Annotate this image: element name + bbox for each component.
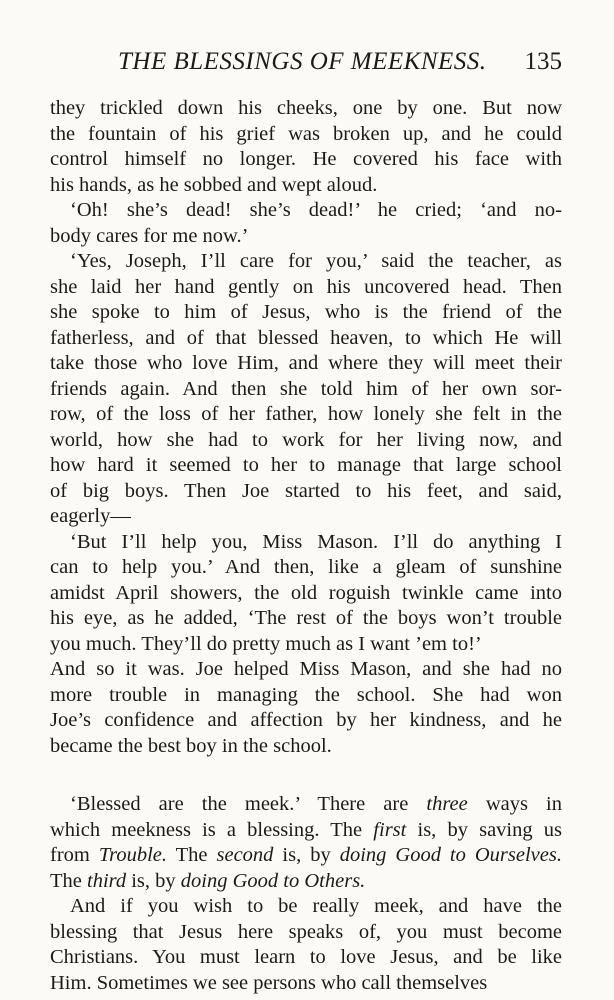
text-run: they trickled down his cheeks, one by one. But now <box>50 97 562 119</box>
text-line <box>50 683 562 709</box>
text-line <box>50 869 562 895</box>
text-line <box>50 581 562 607</box>
text-line <box>50 249 562 275</box>
text-line <box>50 843 562 869</box>
section-gap <box>50 759 562 792</box>
italic-text: three <box>426 793 468 815</box>
text-line <box>50 504 562 530</box>
text-run: Christians. You must learn to love Jesus, and be like <box>50 946 562 968</box>
text-line <box>50 945 562 971</box>
text-run: became the best boy in the school. <box>50 734 332 757</box>
text-run: which meekness is a blessing. The <box>50 818 374 841</box>
text-run: amidst April showers, the old roguish twinkle came into <box>50 581 562 604</box>
text-run: she spoke to him of Jesus, who is the friend of the <box>50 301 562 323</box>
text-line <box>50 894 562 920</box>
text-run: control himself no longer. He covered his face with <box>50 148 562 170</box>
text-line <box>50 275 562 301</box>
text-line <box>50 198 562 224</box>
text-line <box>50 606 562 632</box>
text-line <box>50 920 562 946</box>
paragraph <box>50 96 562 198</box>
italic-text: doing Good to Ourselves. <box>339 844 562 866</box>
text-run: Joe’s confidence and affection by her kindness, and he <box>50 709 562 731</box>
text-line <box>50 96 562 122</box>
text-line <box>50 428 562 454</box>
text-line <box>50 792 562 818</box>
text-line <box>50 147 562 173</box>
text-line <box>50 555 562 581</box>
paragraph <box>50 530 562 658</box>
text-run: is, by <box>126 869 181 892</box>
text-run: of big boys. Then Joe started to his feet, and said, <box>50 479 562 502</box>
running-head-title: THE BLESSINGS OF MEEKNESS. <box>118 48 487 75</box>
text-line <box>50 632 562 658</box>
italic-text: second <box>216 844 274 866</box>
text-run: she laid her hand gently on his uncovered head. Then <box>50 275 562 298</box>
page-number: 135 <box>524 48 562 75</box>
text-run: ways in <box>467 793 562 815</box>
text-run: world, how she had to work for her living now, and <box>50 428 562 451</box>
text-run: his hands, as he sobbed and wept aloud. <box>50 173 378 196</box>
text-run: the fountain of his grief was broken up, and he could <box>50 122 562 145</box>
text-line <box>50 326 562 352</box>
text-line <box>50 708 562 734</box>
italic-text: doing Good to Others. <box>180 869 366 892</box>
text-line <box>50 479 562 505</box>
body-text <box>50 96 562 996</box>
text-run: is, by saving us <box>406 818 562 841</box>
text-run: is, by <box>273 844 340 866</box>
text-line <box>50 734 562 760</box>
paragraph <box>50 894 562 996</box>
text-line <box>50 122 562 148</box>
text-line <box>50 173 562 199</box>
text-run: how hard it seemed to her to manage that large school <box>50 454 562 476</box>
text-run: The <box>50 869 87 892</box>
text-run: eagerly— <box>50 505 131 527</box>
text-run: And if you wish to be really meek, and have the <box>70 895 562 917</box>
paragraph <box>50 792 562 894</box>
text-run: ‘Oh! she’s dead! she’s dead!’ he cried; ‘and no- <box>70 199 562 221</box>
text-line <box>50 453 562 479</box>
text-run: ‘But I’ll help you, Miss Mason. I’ll do anything I <box>70 530 562 553</box>
text-line <box>50 377 562 403</box>
text-line <box>50 971 562 997</box>
text-run: ‘Blessed are the meek.’ There are <box>70 793 427 815</box>
text-line <box>50 224 562 250</box>
italic-text: third <box>87 869 127 892</box>
text-line <box>50 657 562 683</box>
paragraph <box>50 198 562 249</box>
text-run: Him. Sometimes we see persons who call themselves <box>50 971 488 994</box>
text-run: And so it was. Joe helped Miss Mason, and she had no <box>50 658 562 680</box>
text-run: fatherless, and of that blessed heaven, to which He will <box>50 326 562 349</box>
text-run: ‘Yes, Joseph, I’ll care for you,’ said the teacher, as <box>70 250 562 272</box>
text-line <box>50 530 562 556</box>
text-run: more trouble in managing the school. She had won <box>50 683 562 706</box>
text-run: body cares for me now.’ <box>50 224 249 247</box>
text-run: friends again. And then she told him of her own sor- <box>50 377 562 400</box>
text-run: his eye, as he added, ‘The rest of the boys won’t trouble <box>50 607 562 629</box>
text-run: take those who love Him, and where they will meet their <box>50 352 562 374</box>
paragraph <box>50 657 562 759</box>
text-line <box>50 300 562 326</box>
text-run: from <box>50 844 99 866</box>
text-run: you much. They’ll do pretty much as I want ’em to!’ <box>50 632 482 655</box>
text-line <box>50 402 562 428</box>
text-run: can to help you.’ And then, like a gleam of sunshine <box>50 556 562 578</box>
italic-text: first <box>373 818 407 841</box>
text-line <box>50 818 562 844</box>
text-run: blessing that Jesus here speaks of, you must become <box>50 920 562 943</box>
running-head <box>50 42 566 78</box>
italic-text: Trouble. <box>98 844 168 866</box>
text-run: row, of the loss of her father, how lonely she felt in the <box>50 403 562 425</box>
paragraph <box>50 249 562 530</box>
text-line <box>50 351 562 377</box>
text-run: The <box>167 844 217 866</box>
